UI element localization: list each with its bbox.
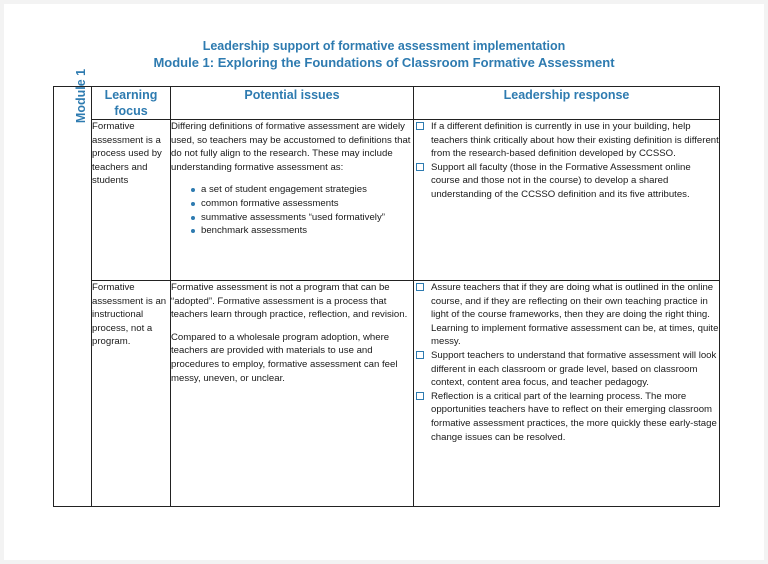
response-text: Assure teachers that if they are doing what is outlined in the online course, and if they are reflecting on their own teaching practice in light of the course frameworks, then they are doing the right thing. Learning to implement formative assessment can be, at times, quite messy. xyxy=(431,282,719,348)
list-item: summative assessments “used formatively” xyxy=(191,211,413,225)
checkbox-bullet-icon xyxy=(416,351,424,359)
list-item xyxy=(414,161,719,202)
issues-list xyxy=(171,183,413,237)
learning-focus-cell: Formative assessment is a process used by teachers and students xyxy=(92,120,171,281)
potential-issues-cell xyxy=(171,281,414,507)
list-item xyxy=(414,349,719,390)
document-subtitle: Module 1: Exploring the Foundations of Classroom Formative Assessment xyxy=(153,55,615,70)
header-potential-issues: Potential issues xyxy=(171,87,414,120)
list-item xyxy=(414,120,719,161)
response-text: Support teachers to understand that formative assessment will look different in each classroom or grade level, based on classroom context, content area focus, and teacher pedagogy. xyxy=(431,349,717,389)
header-learning-focus: Learning focus xyxy=(92,87,171,120)
checkbox-bullet-icon xyxy=(416,163,424,171)
header-leadership-response: Leadership response xyxy=(414,87,720,120)
response-text: If a different definition is currently in use in your building, help teachers think critically about how their existing definition is different from the research-based definition developed by CCSSO. xyxy=(431,121,719,160)
response-text: Support all faculty (those in the Formative Assessment online course and those not in the course) to develop a shared understanding of the CCSSO definition and its five attributes. xyxy=(431,161,691,200)
potential-issues-cell xyxy=(171,120,414,281)
checkbox-bullet-icon xyxy=(416,392,424,400)
list-item: benchmark assessments xyxy=(191,224,413,238)
leadership-response-cell xyxy=(414,120,720,281)
leadership-response-cell xyxy=(414,281,720,507)
issues-text: Differing definitions of formative assessment are widely used, so teachers may be accustomed to definitions that do not fully align to the research. These may include understanding formative assessment as: xyxy=(171,121,411,173)
module-cell xyxy=(54,68,92,507)
issues-text: Compared to a wholesale program adoption, where teachers are provided with materials to use and procedures to employ, formative assessment can feel messy, uneven, or unclear. xyxy=(171,331,398,384)
learning-focus-cell: Formative assessment is an instructional process, not a program. xyxy=(92,281,171,507)
issues-text: Formative assessment is not a program that can be “adopted”. Formative assessment is a process that teachers learn through practice, reflection, and revision. xyxy=(171,282,408,321)
table-row xyxy=(54,120,720,281)
list-item xyxy=(414,281,719,349)
response-list xyxy=(414,120,719,202)
checkbox-bullet-icon xyxy=(416,283,424,291)
table-header-row xyxy=(54,87,720,120)
document-page xyxy=(4,4,764,560)
list-item: common formative assessments xyxy=(191,197,413,211)
response-text: Reflection is a critical part of the learning process. The more opportunities teachers have to reflect on their emerging classroom formative assessment practices, the more quickly these early-stage change issues can be resolved. xyxy=(431,390,717,443)
table-row xyxy=(54,281,720,507)
checkbox-bullet-icon xyxy=(416,122,424,130)
list-item xyxy=(414,390,719,444)
module-table xyxy=(53,68,720,507)
module-label: Module 1 xyxy=(74,68,89,124)
response-list xyxy=(414,281,719,444)
list-item: a set of student engagement strategies xyxy=(191,183,413,197)
document-title: Leadership support of formative assessment implementation xyxy=(202,39,566,53)
